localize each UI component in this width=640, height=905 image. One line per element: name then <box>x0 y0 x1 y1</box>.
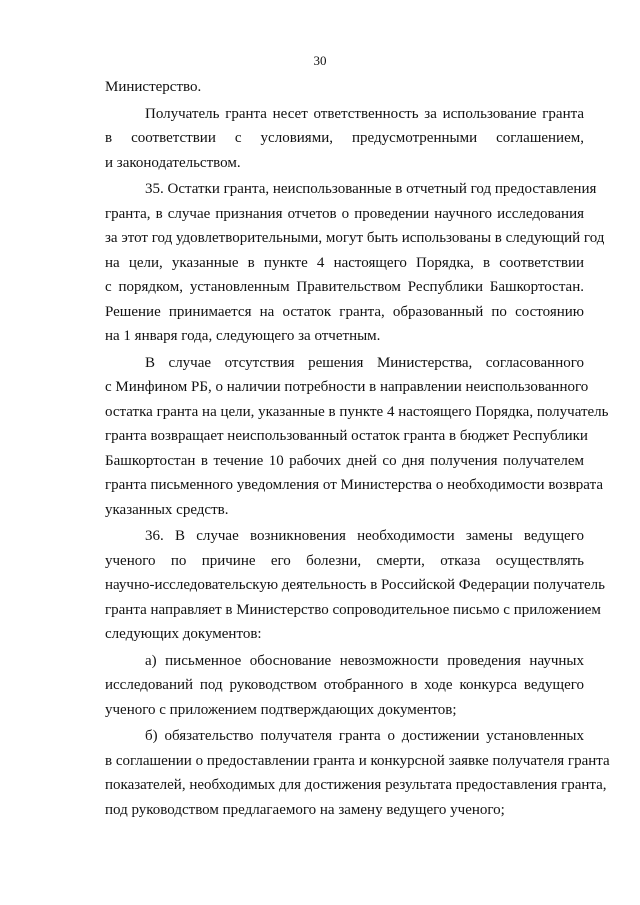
text-line: б) обязательство получателя гранта о достижении установленных <box>145 728 584 744</box>
page-number: 30 <box>313 53 327 68</box>
text-line: 36. В случае возникновения необходимости замены ведущего <box>145 528 584 544</box>
text-line: гранта, в случае признания отчетов о проведении научного исследования <box>105 205 584 222</box>
text-line: Министерство. <box>105 79 202 95</box>
list-item-b <box>105 724 610 822</box>
paragraph-ministry-end <box>105 75 584 100</box>
text-line: научно-исследовательскую деятельность в Российской Федерации получатель <box>105 577 605 593</box>
text-line: В случае отсутствия решения Министерства, согласованного <box>145 354 584 371</box>
list-item-a <box>105 649 584 723</box>
text-line: Решение принимается на остаток гранта, образованный по состоянию <box>105 303 584 320</box>
text-line: и законодательством. <box>105 154 241 171</box>
paragraph-return-of-remainder <box>105 351 609 523</box>
text-line: за этот год удовлетворительными, могут быть использованы в следующий год <box>105 230 605 246</box>
text-line: указанных средств. <box>105 501 229 518</box>
text-line: исследований под руководством отобранного в ходе конкурса ведущего <box>105 677 584 693</box>
paragraph-36-lead-scientist-replacement <box>105 524 605 647</box>
paragraph-35-grant-remainder <box>105 177 605 349</box>
text-line: с порядком, установленным Правительством Республики Башкортостан. <box>105 279 584 295</box>
text-line: на 1 января года, следующего за отчетным. <box>105 328 381 344</box>
text-line: остатка гранта на цели, указанные в пункте 4 настоящего Порядка, получатель <box>105 403 609 420</box>
text-line: гранта возвращает неиспользованный остаток гранта в бюджет Республики <box>105 428 588 444</box>
text-line: Башкортостан в течение 10 рабочих дней со дня получения получателем <box>105 452 584 469</box>
document-body <box>105 75 610 822</box>
text-line: гранта направляет в Министерство сопроводительное письмо с приложением <box>105 601 601 618</box>
text-line: под руководством предлагаемого на замену ведущего ученого; <box>105 801 505 818</box>
paragraph-recipient-responsibility <box>105 102 584 176</box>
text-line: ученого по причине его болезни, смерти, отказа осуществлять <box>105 552 584 569</box>
text-line: ученого с приложением подтверждающих документов; <box>105 701 457 718</box>
text-line: в соглашении о предоставлении гранта и конкурсной заявке получателя гранта <box>105 752 610 769</box>
text-line: Получатель гранта несет ответственность за использование гранта <box>145 105 584 122</box>
text-line: а) письменное обоснование невозможности проведения научных <box>145 652 584 669</box>
text-line: показателей, необходимых для достижения результата предоставления гранта, <box>105 777 607 793</box>
text-line: гранта письменного уведомления от Министерства о необходимости возврата <box>105 477 603 493</box>
text-line: на цели, указанные в пункте 4 настоящего Порядка, в соответствии <box>105 254 584 271</box>
text-line: следующих документов: <box>105 626 262 642</box>
text-line: 35. Остатки гранта, неиспользованные в отчетный год предоставления <box>145 181 597 197</box>
text-line: в соответствии с условиями, предусмотренными соглашением, <box>105 130 584 146</box>
text-line: с Минфином РБ, о наличии потребности в направлении неиспользованного <box>105 379 589 395</box>
